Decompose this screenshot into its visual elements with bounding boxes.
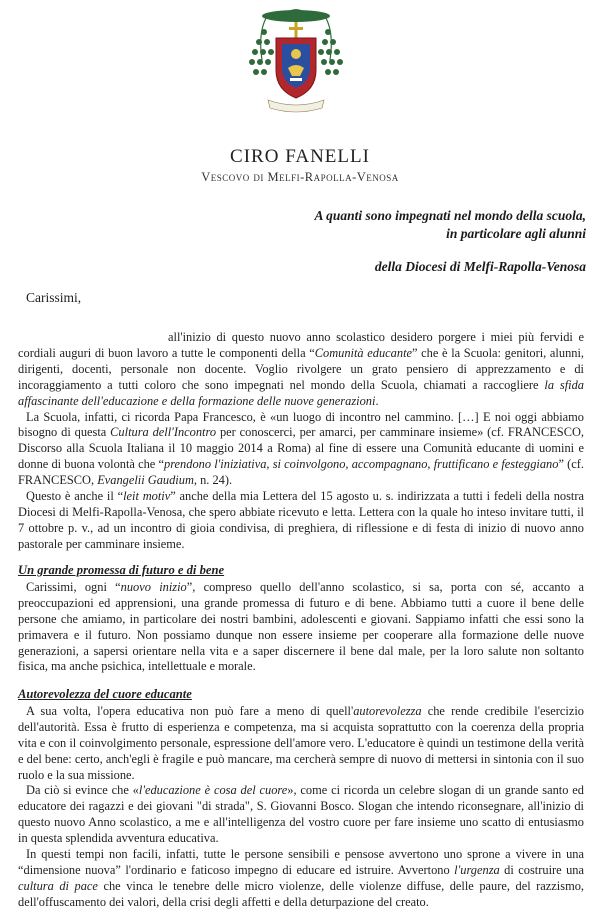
paragraph: Da ciò si evince che «l'educazione è cosa del cuore», come ci ricorda un celebre slogan di un grande santo ed educatore dei ragazzi e dei giovani "di strada", S. Giovanni Bosco. Slogan che intendo riconsegnare, all'inizio di questo nuovo Anno scolastico, a me e all'intelligenza del vostro cuore per fare insieme uno scatto di entusiasmo in questa splendida avventura educativa.	[18, 783, 585, 846]
paragraph: Questo è anche il “leit motiv” anche della mia Lettera del 15 agosto u. s. indirizzata a tutti i fedeli della nostra Diocesi di Melfi-Rapolla-Venosa, che spero abbiate ricevuto e letta. Lettera con la quale ho inteso invitare tutti, il 7 ottobre p. v., ad un incontro di gioia condivisa, di preghiera, di riflessione e di festa di inizio di nuovo anno pastorale per camminare insieme.	[18, 489, 584, 551]
paragraph: In questi tempi non facili, infatti, tutte le persone sensibili e pensose avvertono uno sprone a vivere in una “dimensione nuova” l'ordinario e faticoso impegno di educare ed istruire. Avvertono l'urgenza di costruire una cultura di pace che vinca le tenebre delle micro violenze, delle violenze diffuse, delle paure, del razzismo, dell'offuscamento dei valori, della crisi degli affetti e della deturpazione del creato.	[18, 847, 585, 909]
section-heading: Un grande promessa di futuro e di bene	[18, 563, 225, 577]
address-line: in particolare agli alunni	[446, 226, 586, 241]
address-line: A quanti sono impegnati nel mondo della scuola,	[314, 208, 586, 223]
paragraph: all'inizio di questo nuovo anno scolastico desidero porgere i miei più fervidi e cordiali auguri di buon lavoro a tutte le componenti della “Comunità educante” che è la Scuola: genitori, alunni, dirigenti, docenti, personale non docente. Voglio rivolgere un grato pensiero di apprezzamento e di incoraggiamento a tutti coloro che sono impegnati nel mondo della Scuola, chiamati a raccogliere la sfida affascinante dell'educazione e della formazione delle nuove generazioni.	[18, 330, 584, 408]
paragraph: La Scuola, infatti, ci ricorda Papa Francesco, è «un luogo di incontro nel cammino. […] E noi oggi abbiamo bisogno di questa Cultura dell'Incontro per conoscerci, per amarci, per camminare insieme» (cf. FRANCESCO, Discorso alla Scuola Italiana il 10 maggio 2014 a Roma) al fine di essere una Comunità educante di uomini e donne di buona volontà che “prendono l'iniziativa, si coinvolgono, accompagnano, fruttificano e festeggiano” (cf. FRANCESCO, Evangelii Gaudium, n. 24).	[18, 409, 584, 488]
address-line: della Diocesi di Melfi-Rapolla-Venosa	[374, 259, 586, 274]
intro-section	[18, 330, 584, 553]
section-future	[18, 563, 584, 675]
coat-of-arms-emblem	[244, 4, 348, 116]
paragraph: Carissimi, ogni “nuovo inizio”, compreso quello dell'anno scolastico, si sa, porta con sé, accanto a preoccupazioni ed apprensioni, una grande promessa di futuro e di bene. Abbiamo tutti a cuore il bene delle persone che amiamo, in particolare dei nostri bambini, adolescenti e giovani. Sappiamo infatti che essi sono la primavera e il futuro. Non possiamo dunque non essere insieme per cooperare alla formazione delle nuove generazioni, a sapersi orientare nella vita e a saper discernere il bene dal male, per la loro salute non soltanto fisica, ma anche psichica, intellettuale e morale.	[18, 579, 585, 674]
salutation: Carissimi,	[26, 290, 82, 305]
bishop-name: CIRO FANELLI	[230, 146, 370, 167]
section-authority	[18, 687, 584, 911]
section-heading: Autorevolezza del cuore educante	[18, 687, 192, 701]
bishop-title: Vescovo di Melfi-Rapolla-Venosa	[201, 170, 399, 184]
paragraph: A sua volta, l'opera educativa non può fare a meno di quell'autorevolezza che rende credibile l'esercizio dell'autorità. Essa è frutto di esperienza e competenza, ma si acquista soprattutto con la coerenza della propria vita e con il coinvolgimento personale, espressione dell'amore vero. L'educatore è quindi un testimone della verità e del bene: certo, anch'egli è fragile e può mancare, ma cercherà sempre di nuovo di mettersi in sintonia con il suo ruolo e la sua missione.	[18, 703, 584, 782]
